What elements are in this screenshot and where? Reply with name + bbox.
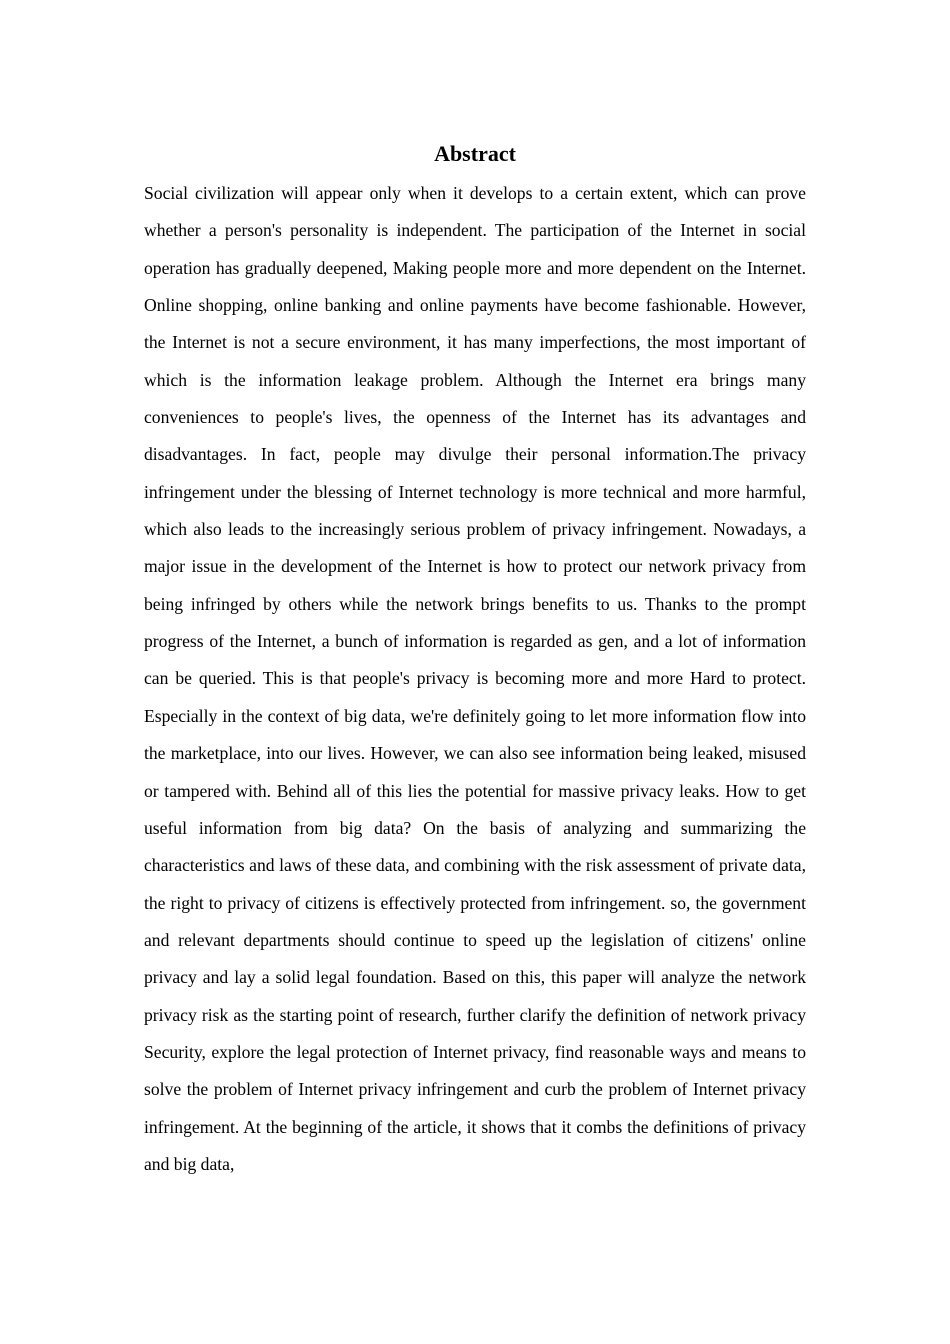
abstract-heading: Abstract	[434, 141, 516, 166]
abstract-paragraph: Social civilization will appear only when it develops to a certain extent, which can prove whether a person's personality is independent. The participation of the Internet in social operation has gradually deepened, Making people more and more dependent on the Internet. Online shopping, online banking and online payments have become fashionable. However, the Internet is not a secure environment, it has many imperfections, the most important of which is the information leakage problem. Although the Internet era brings many conveniences to people's lives, the openness of the Internet has its advantages and disadvantages. In fact, people may divulge their personal information.The privacy infringement under the blessing of Internet technology is more technical and more harmful, which also leads to the increasingly serious problem of privacy infringement. Nowadays, a major issue in the development of the Internet is how to protect our network privacy from being infringed by others while the network brings benefits to us. Thanks to the prompt progress of the Internet, a bunch of information is regarded as gen, and a lot of information can be queried. This is that people's privacy is becoming more and more Hard to protect. Especially in the context of big data, we're definitely going to let more information flow into the marketplace, into our lives. However, we can also see information being leaked, misused or tampered with. Behind all of this lies the potential for massive privacy leaks. How to get useful information from big data? On the basis of analyzing and summarizing the characteristics and laws of these data, and combining with the risk assessment of private data, the right to privacy of citizens is effectively protected from infringement. so, the government and relevant departments should continue to speed up the legislation of citizens' online privacy and lay a solid legal foundation. Based on this, this paper will analyze the network privacy risk as the starting point of research, further clarify the definition of network privacy Security, explore the legal protection of Internet privacy, find reasonable ways and means to solve the problem of Internet privacy infringement and curb the problem of Internet privacy infringement. At the beginning of the article, it shows that it combs the definitions of privacy and big data,	[144, 183, 806, 1174]
